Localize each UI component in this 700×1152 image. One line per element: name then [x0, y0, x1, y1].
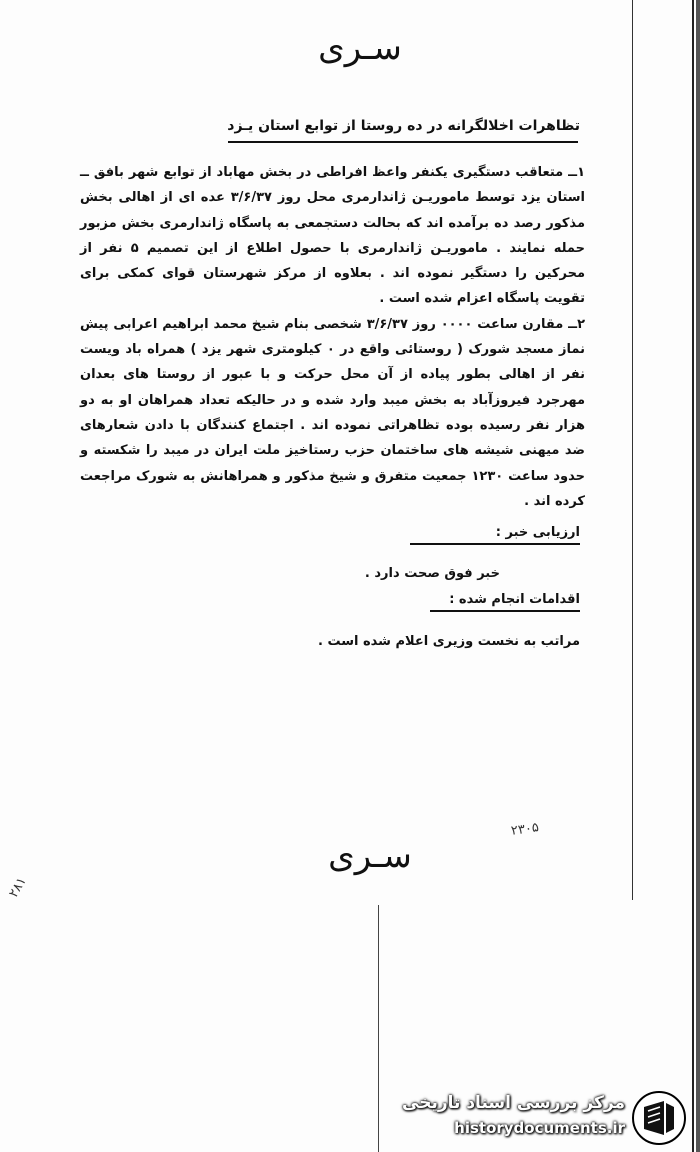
- title-underline: [228, 141, 578, 143]
- watermark-url: historydocuments.ir: [454, 1119, 625, 1137]
- evaluation-underline: [410, 543, 580, 545]
- page-border-line: [632, 0, 633, 900]
- evaluation-text: خبر فوق صحت دارد .: [364, 566, 500, 581]
- document-body: [80, 160, 585, 514]
- paragraph-1: ۱ــ متعاقب دستگیری یکنفر واعظ افراطی در بخش مهاباد از توابع شهر بافق ــ استان یزد توسط ماموریـن ژاندارمری محل روز ۳/۶/۳۷ عده ای از اهالی بخش مذکور رصد ده برآمده اند که بحالت دستجمعی به پاسگاه ژاندارمری بخش مزبور حمله نمایند . ماموریـن ژاندارمری با حصول اطلاع از این تصمیم ۵ نفر از محرکین را دستگیر نموده اند . بعلاوه از مرکز شهرستان قوای کمکی برای تقویت پاسگاه اعزام شده است .: [80, 165, 586, 307]
- watermark: [400, 1085, 700, 1152]
- watermark-name: مرکز بررسی اسناد تاریخی: [402, 1093, 625, 1113]
- classification-header: سـری: [318, 28, 402, 68]
- fold-line: [378, 905, 379, 1152]
- paragraph-2: ۲ــ مقارن ساعت ۰۰۰۰ روز ۳/۶/۳۷ شخصی بنام شیخ محمد ابراهیم اعرابی پیش نماز مسجد شورک ( روستائی واقع در ۰ کیلومتری شهر یزد ) همراه باد ویست نفر از اهالی بطور پیاده از آن محل حرکت و با عبور از روستا های بعدان مهرجرد فیروزآباد به بخش میبد وارد شده و در حالیکه تعداد همراهان او به دو هزار نفر رسیده بوده تظاهراتی نموده اند . اجتماع کنندگان با دادن شعارهای ضد میهنی شیشه های ساختمان حزب رستاخیز ملت ایران در میبد را شکسته و حدود ساعت ۱۲۳۰ جمعیت متفرق و شیخ مذکور و همراهانش به شورک مراجعت کرده اند .: [80, 316, 586, 509]
- actions-label: اقدامات انجام شده :: [449, 592, 580, 607]
- document-title: تظاهرات اخلالگرانه در ده روستا از توابع استان یـزد: [227, 118, 580, 134]
- document-center-logo-icon: [630, 1089, 688, 1147]
- scan-edge: [696, 0, 700, 1152]
- handwritten-number: ۲۳۰۵: [510, 820, 540, 839]
- classification-footer: سـری: [328, 836, 412, 876]
- actions-underline: [430, 610, 580, 612]
- evaluation-label: ارزیابی خبر :: [495, 525, 580, 540]
- actions-text: مراتب به نخست وزیری اعلام شده است .: [317, 634, 580, 649]
- scan-edge-line: [692, 0, 694, 1152]
- margin-number: ۲۸۱: [6, 874, 30, 901]
